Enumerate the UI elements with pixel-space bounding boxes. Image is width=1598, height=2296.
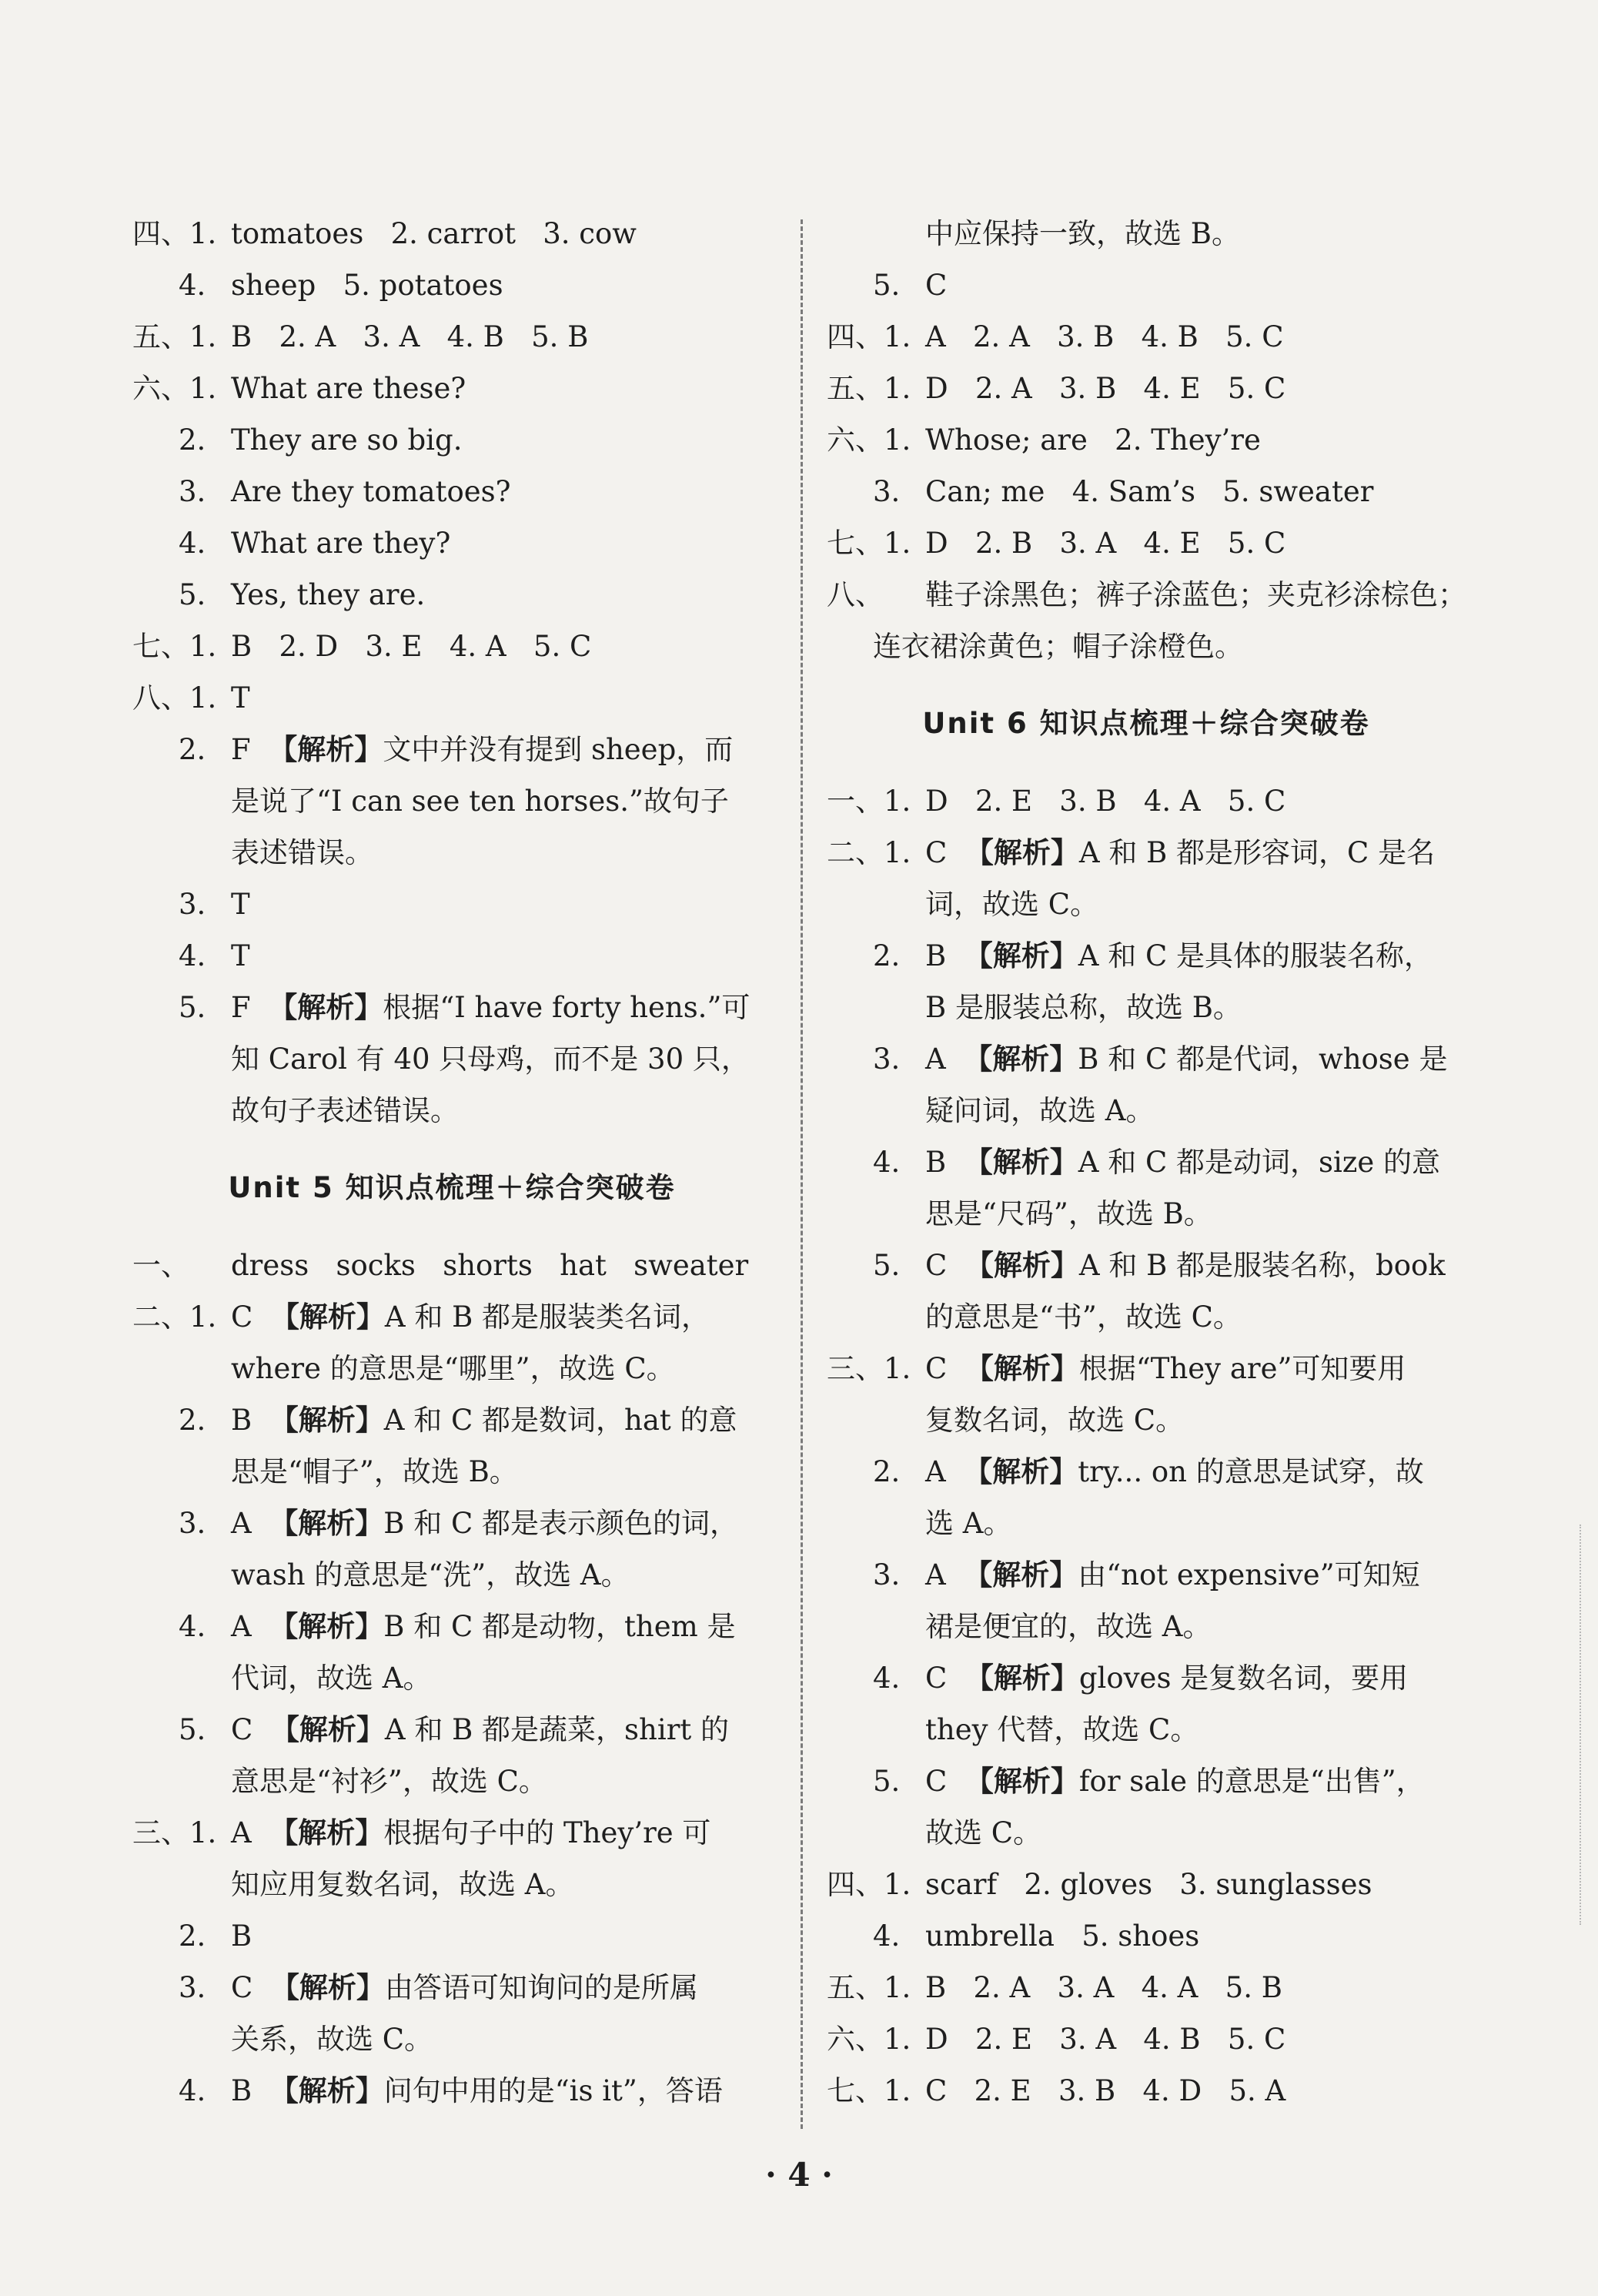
page-number: · 4 ·: [765, 2156, 833, 2194]
answer-line: [827, 621, 1466, 672]
answer-text: 表述错误。: [231, 836, 373, 869]
answer-line: [132, 208, 771, 259]
answer-text: 知 Carol 有 40 只母鸡，而不是 30 只，: [231, 1043, 750, 1076]
answer-text: dress socks shorts hat sweater: [231, 1249, 749, 1282]
answer-text: 关系，故选 C。: [231, 2023, 433, 2056]
answer-text: B: [231, 2074, 270, 2107]
answer-text: C: [925, 836, 965, 869]
answer-line: [827, 1394, 1466, 1446]
answer-text: D 2. E 3. B 4. A 5. C: [925, 785, 1286, 818]
answer-text: C: [925, 1662, 965, 1695]
analysis-text: B 和 C 都是代词，whose 是: [1078, 1043, 1448, 1076]
answer-text: D 2. B 3. A 4. E 5. C: [925, 527, 1286, 560]
item-number: 一、1.: [827, 785, 911, 818]
analysis-tag: 【解析】: [964, 1043, 1078, 1076]
answer-text: tomatoes 2. carrot 3. cow: [231, 217, 637, 250]
item-number: 5.: [873, 1249, 901, 1282]
answer-line: [827, 1085, 1466, 1136]
answer-text: C: [231, 1713, 271, 1746]
item-number: 六、1.: [827, 423, 911, 457]
item-number: 3.: [873, 1558, 901, 1591]
item-number: 二、1.: [132, 1300, 217, 1334]
item-number: 4.: [179, 527, 206, 560]
analysis-text: try... on 的意思是试穿，故: [1078, 1455, 1424, 1488]
analysis-tag: 【解析】: [269, 733, 383, 766]
answer-text: D 2. A 3. B 4. E 5. C: [925, 372, 1286, 405]
answer-text: 思是“帽子”，故选 B。: [231, 1455, 518, 1488]
item-number: 4.: [179, 2074, 206, 2107]
analysis-text: B 和 C 都是表示颜色的词，: [383, 1507, 739, 1540]
analysis-text: 根据“They are”可知要用: [1078, 1352, 1406, 1385]
answer-text: umbrella 5. shoes: [925, 1919, 1200, 1953]
right-column: [827, 208, 1466, 2117]
answer-line: [132, 1033, 771, 1085]
section-title: Unit 5 知识点梳理＋综合突破卷: [228, 1171, 676, 1204]
item-number: 5.: [179, 991, 206, 1024]
answer-text: 意思是“衬衫”，故选 C。: [231, 1765, 547, 1798]
analysis-text: A 和 C 是具体的服装名称，: [1078, 939, 1433, 972]
analysis-text: A 和 B 都是服装名称，book: [1078, 1249, 1446, 1282]
item-number: 2.: [179, 423, 206, 457]
answer-text: 知应用复数名词，故选 A。: [231, 1868, 574, 1901]
item-number: 3.: [179, 475, 206, 508]
answer-line: [132, 930, 771, 982]
answer-text: Yes, they are.: [231, 578, 426, 611]
analysis-text: A 和 B 都是服装类名词，: [384, 1300, 710, 1334]
answer-line: [132, 827, 771, 879]
answer-text: A: [231, 1816, 270, 1849]
answer-line: [827, 466, 1466, 517]
item-number: 3.: [873, 475, 901, 508]
item-number: 八、1.: [132, 681, 217, 715]
answer-text: B 2. A 3. A 4. A 5. B: [925, 1971, 1282, 2004]
analysis-tag: 【解析】: [269, 1404, 384, 1437]
answer-line: [132, 311, 771, 363]
answer-text: 故选 C。: [925, 1816, 1042, 1849]
item-number: 一、: [132, 1249, 189, 1282]
answer-text: C: [925, 1352, 965, 1385]
answer-text: 代词，故选 A。: [231, 1662, 432, 1695]
item-number: 八、: [827, 578, 884, 611]
answer-line: [132, 1652, 771, 1704]
answer-line: [827, 1240, 1466, 1291]
answer-line: [132, 517, 771, 569]
answer-line: [132, 879, 771, 930]
answer-line: [132, 259, 771, 311]
answer-text: Are they tomatoes?: [231, 475, 511, 508]
answer-line: [132, 1085, 771, 1136]
answer-text: What are these?: [231, 372, 466, 405]
answer-line: [827, 569, 1466, 621]
item-number: 5.: [179, 578, 206, 611]
item-number: 四、1.: [827, 320, 911, 353]
answer-text: 鞋子涂黑色；裤子涂蓝色；夹克衫涂棕色；: [925, 578, 1466, 611]
item-number: 四、1.: [132, 217, 217, 250]
answer-text: F: [231, 991, 269, 1024]
analysis-tag: 【解析】: [269, 1507, 384, 1540]
answer-line: [827, 414, 1466, 466]
answer-line: [132, 569, 771, 621]
answer-text: 选 A。: [925, 1507, 1012, 1540]
analysis-tag: 【解析】: [964, 1558, 1078, 1591]
answer-text: T: [231, 939, 250, 972]
answer-line: [132, 775, 771, 827]
item-number: 3.: [179, 888, 206, 921]
item-number: 4.: [179, 269, 206, 302]
answer-text: 中应保持一致，故选 B。: [925, 217, 1240, 250]
analysis-tag: 【解析】: [964, 1765, 1079, 1798]
answer-text: 裙是便宜的，故选 A。: [925, 1610, 1212, 1643]
analysis-tag: 【解析】: [270, 1713, 385, 1746]
answer-text: they 代替，故选 C。: [925, 1713, 1199, 1746]
answer-line: [827, 1291, 1466, 1343]
answer-text: C 2. E 3. B 4. D 5. A: [925, 2074, 1286, 2107]
answer-text: C: [231, 1971, 271, 2004]
answer-text: C: [925, 1765, 965, 1798]
analysis-tag: 【解析】: [964, 1146, 1078, 1179]
answer-text: B: [925, 939, 964, 972]
answer-line: [827, 1910, 1466, 1962]
answer-line: [132, 2013, 771, 2065]
answer-text: 思是“尺码”，故选 B。: [925, 1197, 1212, 1230]
analysis-text: A 和 B 都是形容词，C 是名: [1078, 836, 1436, 869]
answer-line: [827, 1446, 1466, 1498]
answer-line: [827, 1755, 1466, 1807]
answer-text: A 2. A 3. B 4. B 5. C: [925, 320, 1284, 353]
analysis-text: for sale 的意思是“出售”，: [1078, 1765, 1425, 1798]
answer-line: [132, 363, 771, 414]
item-number: 六、1.: [132, 372, 217, 405]
analysis-text: 由答语可知询问的是所属: [384, 1971, 698, 2004]
answer-line: [132, 1704, 771, 1755]
answer-line: [827, 1962, 1466, 2013]
analysis-tag: 【解析】: [270, 1971, 385, 2004]
item-number: 3.: [179, 1971, 206, 2004]
item-number: 2.: [873, 1455, 901, 1488]
answer-line: [827, 1188, 1466, 1240]
answer-text: C: [925, 269, 948, 302]
item-number: 七、1.: [132, 630, 217, 663]
answer-line: [827, 1652, 1466, 1704]
answer-text: C: [231, 1300, 271, 1334]
analysis-tag: 【解析】: [964, 1662, 1079, 1695]
analysis-text: 根据句子中的 They’re 可: [383, 1816, 711, 1849]
answer-line: [132, 1910, 771, 1962]
item-number: 六、1.: [827, 2023, 911, 2056]
answer-text: A: [925, 1455, 964, 1488]
answer-text: D 2. E 3. A 4. B 5. C: [925, 2023, 1286, 2056]
analysis-tag: 【解析】: [269, 1610, 384, 1643]
item-number: 2.: [179, 1919, 206, 1953]
answer-line: [132, 1549, 771, 1601]
answer-line: [827, 879, 1466, 930]
item-number: 3.: [873, 1043, 901, 1076]
analysis-text: 问句中用的是“is it”，答语: [383, 2074, 723, 2107]
analysis-text: 由“not expensive”可知短: [1078, 1558, 1420, 1591]
answer-line: [827, 775, 1466, 827]
analysis-tag: 【解析】: [964, 1455, 1078, 1488]
item-number: 二、1.: [827, 836, 911, 869]
answer-line: [827, 1136, 1466, 1188]
answer-line: [827, 1601, 1466, 1652]
answer-text: B: [925, 1146, 964, 1179]
answer-line: [827, 1549, 1466, 1601]
answer-text: A: [925, 1558, 964, 1591]
answer-line: [132, 724, 771, 775]
answer-line: [827, 2065, 1466, 2117]
section-title: Unit 6 知识点梳理＋综合突破卷: [922, 707, 1370, 740]
answer-line: [827, 1343, 1466, 1394]
item-number: 4.: [873, 1662, 901, 1695]
answer-line: [132, 1240, 771, 1291]
answer-line: [132, 466, 771, 517]
analysis-tag: 【解析】: [964, 1249, 1079, 1282]
item-number: 4.: [873, 1919, 901, 1953]
item-number: 四、1.: [827, 1868, 911, 1901]
item-number: 七、1.: [827, 527, 911, 560]
answer-text: 复数名词，故选 C。: [925, 1404, 1185, 1437]
analysis-text: B 和 C 都是动物，them 是: [383, 1610, 736, 1643]
answer-line: [827, 311, 1466, 363]
item-number: 5.: [179, 1713, 206, 1746]
analysis-text: 根据“I have forty hens.”可: [383, 991, 751, 1024]
answer-line: [132, 1446, 771, 1498]
answer-line: [827, 363, 1466, 414]
analysis-tag: 【解析】: [269, 991, 383, 1024]
analysis-text: A 和 C 都是数词，hat 的意: [383, 1404, 737, 1437]
item-number: 4.: [179, 1610, 206, 1643]
answer-line: [132, 1962, 771, 2013]
answer-line: [827, 827, 1466, 879]
analysis-text: A 和 C 都是动词，size 的意: [1078, 1146, 1441, 1179]
answer-text: 故句子表述错误。: [231, 1094, 459, 1127]
analysis-tag: 【解析】: [269, 2074, 384, 2107]
item-number: 2.: [873, 939, 901, 972]
answer-line: [132, 1498, 771, 1549]
item-number: 2.: [179, 1404, 206, 1437]
answer-line: [132, 1394, 771, 1446]
answer-line: [827, 208, 1466, 259]
analysis-tag: 【解析】: [964, 939, 1078, 972]
item-number: 4.: [873, 1146, 901, 1179]
answer-line: [827, 1033, 1466, 1085]
answer-text: B 2. D 3. E 4. A 5. C: [231, 630, 592, 663]
answer-text: B: [231, 1919, 252, 1953]
answer-line: [132, 982, 771, 1033]
answer-line: [827, 982, 1466, 1033]
analysis-tag: 【解析】: [964, 1352, 1079, 1385]
answer-line: [132, 1807, 771, 1859]
analysis-tag: 【解析】: [269, 1816, 384, 1849]
answer-line: [132, 1291, 771, 1343]
answer-text: They are so big.: [231, 423, 463, 457]
column-divider: [801, 219, 803, 2129]
answer-line: [132, 2065, 771, 2117]
analysis-text: gloves 是复数名词，要用: [1078, 1662, 1409, 1695]
answer-text: Can; me 4. Sam’s 5. sweater: [925, 475, 1374, 508]
answer-text: Whose; are 2. They’re: [925, 423, 1261, 457]
item-number: 三、1.: [827, 1352, 911, 1385]
answer-line: [827, 1704, 1466, 1755]
answer-text: where 的意思是“哪里”，故选 C。: [231, 1352, 675, 1385]
item-number: 3.: [179, 1507, 206, 1540]
item-number: 5.: [873, 1765, 901, 1798]
answer-text: 的意思是“书”，故选 C。: [925, 1300, 1242, 1334]
answer-text: A: [231, 1610, 270, 1643]
answer-text: B 是服装总称，故选 B。: [925, 991, 1242, 1024]
answer-text: A: [231, 1507, 270, 1540]
answer-text: A: [925, 1043, 964, 1076]
answer-text: C: [925, 1249, 965, 1282]
analysis-tag: 【解析】: [964, 836, 1079, 869]
answer-line: [827, 1498, 1466, 1549]
item-number: 5.: [873, 269, 901, 302]
answer-line: [827, 259, 1466, 311]
answer-text: sheep 5. potatoes: [231, 269, 503, 302]
answer-text: B: [231, 1404, 270, 1437]
answer-line: [827, 1859, 1466, 1910]
item-number: 五、1.: [827, 372, 911, 405]
answer-text: T: [231, 888, 250, 921]
answer-line: [827, 2013, 1466, 2065]
answer-text: scarf 2. gloves 3. sunglasses: [925, 1868, 1372, 1901]
item-number: 七、1.: [827, 2074, 911, 2107]
left-column: [132, 208, 771, 2117]
answer-line: [132, 1755, 771, 1807]
item-number: 2.: [179, 733, 206, 766]
answer-text: 词，故选 C。: [925, 888, 1099, 921]
answer-text: T: [231, 681, 250, 715]
answer-text: What are they?: [231, 527, 451, 560]
analysis-text: A 和 B 都是蔬菜，shirt 的: [384, 1713, 730, 1746]
edge-dots: [1580, 1525, 1581, 1925]
answer-text: 是说了“I can see ten horses.”故句子: [231, 785, 729, 818]
answer-text: F: [231, 733, 269, 766]
answer-line: [132, 414, 771, 466]
answer-text: B 2. A 3. A 4. B 5. B: [231, 320, 589, 353]
analysis-text: 文中并没有提到 sheep，而: [383, 733, 734, 766]
answer-text: 连衣裙涂黄色；帽子涂橙色。: [873, 630, 1243, 663]
answer-line: [132, 1601, 771, 1652]
answer-line: [132, 1343, 771, 1394]
answer-line: [827, 517, 1466, 569]
item-number: 三、1.: [132, 1816, 217, 1849]
answer-text: wash 的意思是“洗”，故选 A。: [231, 1558, 630, 1591]
answer-line: [132, 621, 771, 672]
answer-text: 疑问词，故选 A。: [925, 1094, 1155, 1127]
item-number: 4.: [179, 939, 206, 972]
answer-line: [132, 1859, 771, 1910]
item-number: 五、1.: [827, 1971, 911, 2004]
answer-line: [827, 930, 1466, 982]
answer-line: [827, 1807, 1466, 1859]
answer-line: [132, 672, 771, 724]
item-number: 五、1.: [132, 320, 217, 353]
analysis-tag: 【解析】: [270, 1300, 385, 1334]
